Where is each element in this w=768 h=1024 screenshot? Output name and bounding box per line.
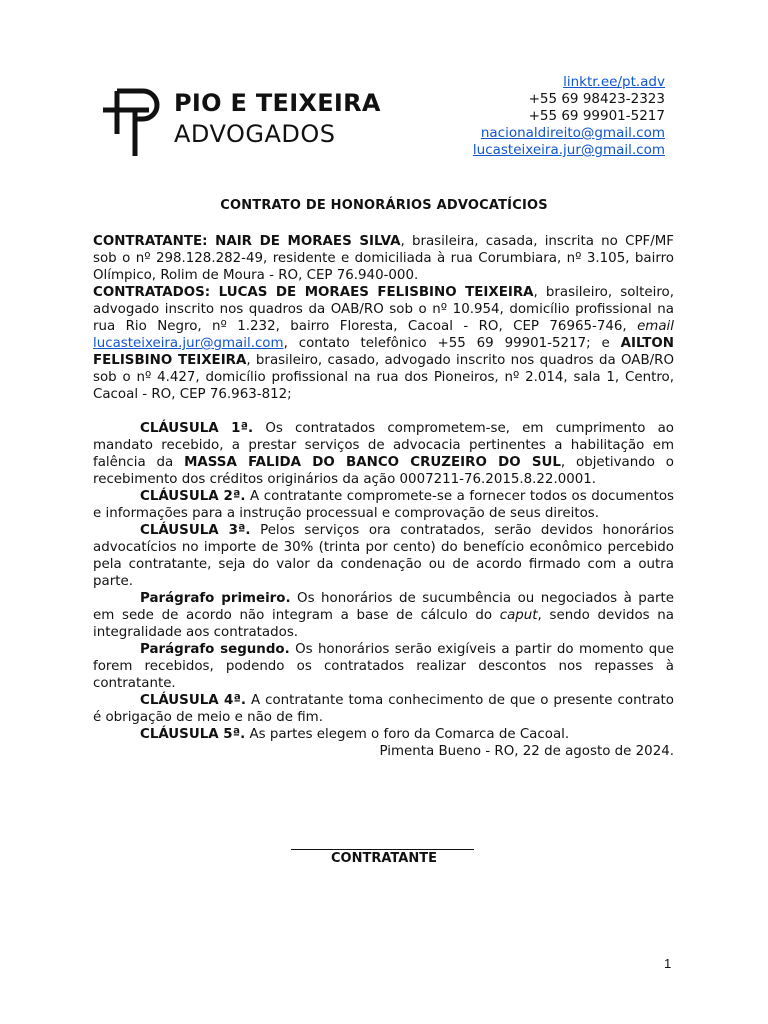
clause-5-text: As partes elegem o foro da Comarca de Cacoal. <box>245 727 570 742</box>
place-date: Pimenta Bueno - RO, 22 de agosto de 2024. <box>379 744 674 759</box>
firm-logo <box>103 86 393 160</box>
contact-block <box>473 74 665 159</box>
paragraph-2-text: Os honorários serão exigíveis a partir do momento que forem recebidos, podendo os contratados realizar descontos nos repasses à contratante. <box>93 642 674 691</box>
phone-1: +55 69 98423-2323 <box>528 91 665 107</box>
clause-1 <box>93 420 674 488</box>
firm-subtitle: ADVOGADOS <box>174 120 336 148</box>
clause-4-label: CLÁUSULA 4ª. <box>140 693 246 708</box>
page-number: 1 <box>664 956 672 971</box>
signature-label: CONTRATANTE <box>331 851 437 866</box>
contratados-text-1: , brasileiro, solteiro, advogado inscrito nos quadros da OAB/RO sob o nº 10.954, domicílio profissional na rua Rio Negro, nº 1.232, bairro Floresta, Cacoal - RO, CEP 76965-746, <box>93 285 674 334</box>
paragraph-1 <box>93 590 674 641</box>
clause-5-label: CLÁUSULA 5ª. <box>140 727 246 742</box>
clause-1-text-1: Os contratados comprometem-se, em cumprimento ao mandato recebido, a prestar serviços de advocacia pertinentes a habilitação em falência da <box>93 421 674 470</box>
contratante-text: , brasileira, casada, inscrita no CPF/MF sob o nº 298.128.282-49, residente e domiciliada à rua Corumbiara, nº 3.105, bairro Olímpico, Rolim de Moura - RO, CEP 76.940-000. <box>93 234 674 283</box>
clause-4 <box>93 692 674 726</box>
clause-1-label: CLÁUSULA 1ª. <box>140 421 254 436</box>
clause-1-text-2: , objetivando o recebimento dos créditos originários da ação 0007211-76.2015.8.22.0001. <box>93 455 674 487</box>
contratados-text-2: , contato telefônico +55 69 99901-5217; e <box>283 336 621 351</box>
clause-2 <box>93 488 674 522</box>
contract-body <box>93 233 674 760</box>
contratados-label: CONTRATADOS: LUCAS DE MORAES FELISBINO TEIXEIRA <box>93 285 534 300</box>
contratados-text-3: , brasileiro, casado, advogado inscrito nos quadros da OAB/RO sob o nº 4.427, domicílio profissional na rua dos Pioneiros, nº 2.014, sala 1, Centro, Cacoal - RO, CEP 76.963-812; <box>93 353 674 402</box>
contratante-paragraph <box>93 233 674 284</box>
clause-5 <box>93 726 674 743</box>
clause-3-label: CLÁUSULA 3ª. <box>140 523 251 538</box>
document-title: CONTRATO DE HONORÁRIOS ADVOCATÍCIOS <box>220 198 548 213</box>
email-link-2[interactable]: lucasteixeira.jur@gmail.com <box>472 142 665 158</box>
email-word: email <box>637 319 674 334</box>
paragraph-1-text-1: Os honorários de sucumbência ou negociados à parte em sede de acordo não integram a base de cálculo do <box>93 591 674 623</box>
clause-3-text: Pelos serviços ora contratados, serão devidos honorários advocatícios no importe de 30% (trinta por cento) do benefício econômico percebido pela contratante, seja do valor da condenação ou de acordo firmado com a outra parte. <box>93 523 675 589</box>
pt-monogram-icon <box>103 86 167 160</box>
contratante-label: CONTRATANTE: NAIR DE MORAES SILVA <box>93 234 401 249</box>
phone-2: +55 69 99901-5217 <box>528 108 665 124</box>
caput-word: caput <box>499 608 538 623</box>
email-link-1[interactable]: nacionaldireito@gmail.com <box>480 125 665 141</box>
contratados-email-link[interactable]: lucasteixeira.jur@gmail.com <box>93 336 284 351</box>
paragraph-2-label: Parágrafo segundo. <box>140 642 290 657</box>
paragraph-1-label: Parágrafo primeiro. <box>140 591 291 606</box>
signature-line <box>291 849 474 850</box>
clause-4-text: A contratante toma conhecimento de que o presente contrato é obrigação de meio e não de fim. <box>93 693 674 725</box>
clause-2-label: CLÁUSULA 2ª. <box>140 489 246 504</box>
contratados-paragraph <box>93 284 674 403</box>
firm-name: PIO E TEIXEIRA <box>174 89 381 117</box>
paragraph-1-text-2: , sendo devidos na integralidade aos contratados. <box>93 608 674 640</box>
clause-2-text: A contratante compromete-se a fornecer todos os documentos e informações para a instrução processual e comprovação de seus direitos. <box>93 489 674 521</box>
linktree-link[interactable]: linktr.ee/pt.adv <box>563 74 665 90</box>
clause-3 <box>93 522 674 590</box>
clause-1-bold: MASSA FALIDA DO BANCO CRUZEIRO DO SUL <box>184 455 561 470</box>
contratado-2-name: AILTON FELISBINO TEIXEIRA <box>93 336 674 368</box>
paragraph-2 <box>93 641 674 692</box>
